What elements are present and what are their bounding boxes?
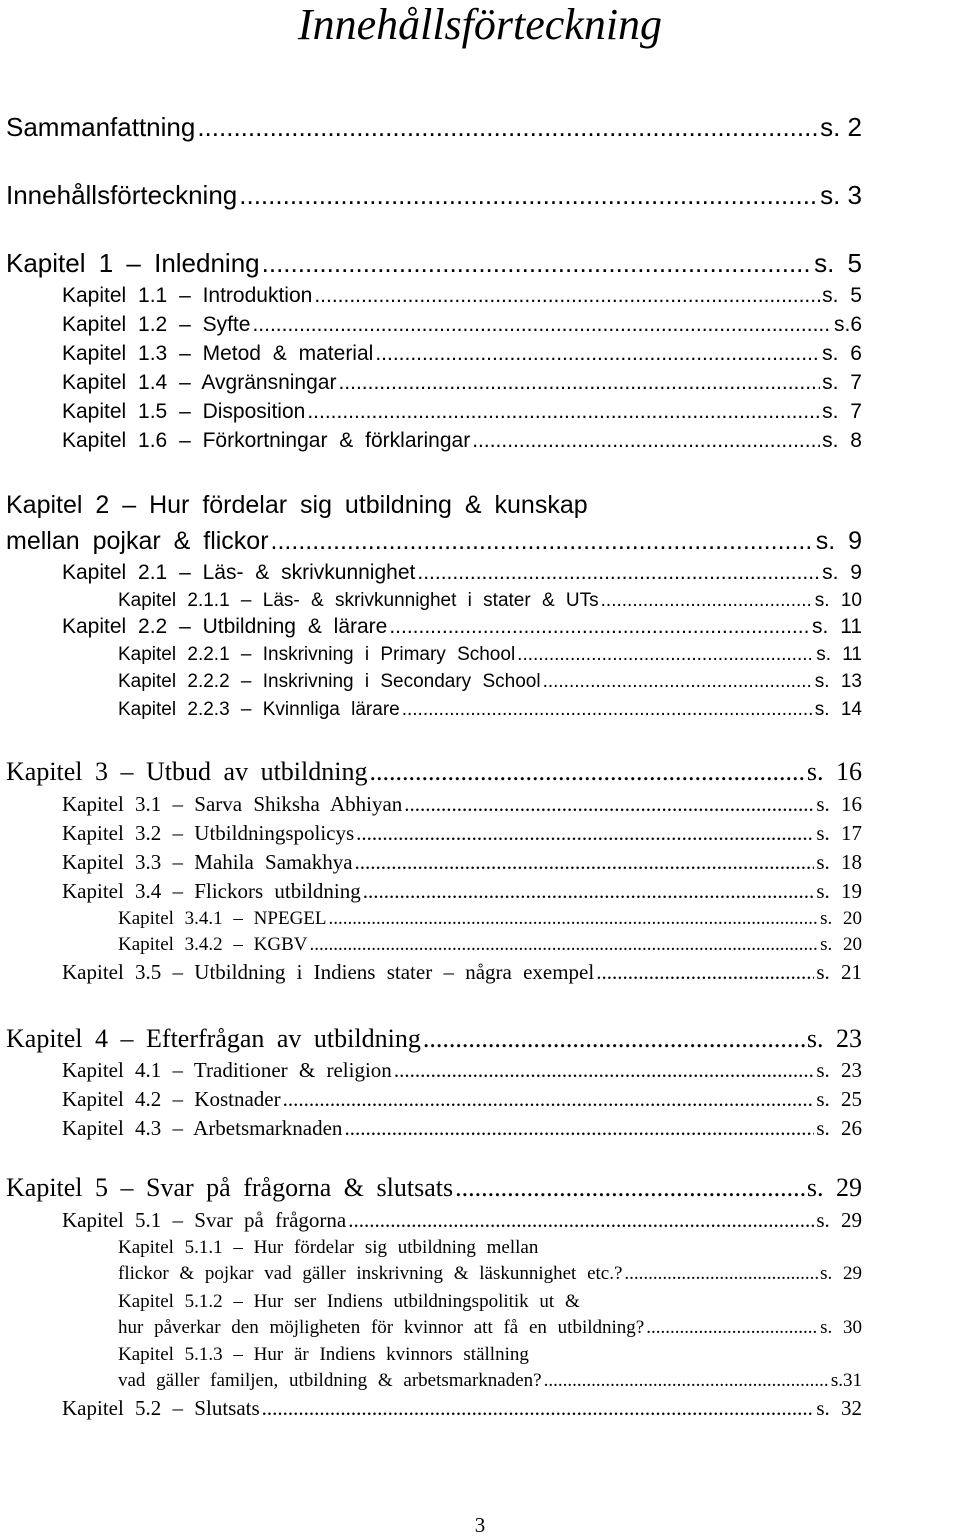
toc-heading-line: Kapitel 5.1.3 – Hur är Indiens kvinnors ställning	[118, 1344, 529, 1365]
toc-entry-page: s. 13	[814, 671, 862, 692]
toc-entry-label: Kapitel 2.1.1 – Läs- & skrivkunnighet i stater & UTs	[118, 590, 599, 611]
toc-entry[interactable]	[62, 960, 862, 985]
toc-entry-page: s.31	[830, 1370, 862, 1391]
toc-leader-dots	[402, 699, 813, 721]
toc-leader-dots	[329, 908, 819, 930]
toc-entry-label: Kapitel 2.1 – Läs- & skrivkunnighet	[62, 561, 416, 584]
toc-entry[interactable]	[62, 1087, 862, 1112]
toc-entry-label: mellan pojkar & flickor	[6, 527, 269, 555]
toc-entry[interactable]	[6, 1024, 862, 1054]
page-title: Innehållsförteckning	[297, 0, 663, 49]
toc-leader-dots	[417, 561, 820, 585]
toc-leader-dots	[338, 371, 820, 395]
toc-leader-dots	[356, 821, 814, 846]
toc-entry-label: Kapitel 3.4 – Flickors utbildning	[62, 879, 361, 903]
toc-entry[interactable]	[118, 1370, 862, 1392]
page-number: 3	[474, 1513, 486, 1537]
toc-entry-page: s. 8	[822, 429, 862, 452]
toc-leader-dots	[271, 527, 814, 556]
toc-entry[interactable]	[62, 400, 862, 424]
toc-entry[interactable]	[6, 180, 862, 211]
toc-entry-label: Kapitel 1.4 – Avgränsningar	[62, 371, 337, 394]
toc-entry-label: Kapitel 3.5 – Utbildning i Indiens stater – några exempel	[62, 960, 595, 984]
toc-entry[interactable]	[62, 561, 862, 585]
toc-entry-label: Kapitel 1.5 – Disposition	[62, 400, 306, 423]
toc-entry[interactable]	[118, 671, 862, 693]
toc-heading-line: Kapitel 5.1.2 – Hur ser Indiens utbildningspolitik ut &	[118, 1291, 580, 1312]
toc-entry-page: s. 5	[822, 284, 862, 307]
toc-entry-label: Kapitel 4.2 – Kostnader	[62, 1087, 281, 1111]
toc-leader-dots	[314, 284, 820, 308]
toc-leader-dots	[394, 1058, 815, 1083]
toc-entry[interactable]	[62, 1058, 862, 1083]
toc-entry-page: s. 16	[816, 792, 862, 816]
toc-leader-dots	[375, 342, 820, 366]
toc-entry[interactable]	[62, 284, 862, 308]
toc-entry-label: Kapitel 3.2 – Utbildningspolicys	[62, 821, 355, 845]
toc-entry[interactable]	[118, 1263, 862, 1285]
toc-leader-dots	[252, 313, 832, 337]
toc-entry-label: Kapitel 1.3 – Metod & material	[62, 342, 374, 365]
toc-leader-dots	[197, 112, 818, 143]
toc-entry-label: Sammanfattning	[6, 112, 196, 142]
toc-leader-dots	[310, 934, 819, 956]
toc-entry-page: s. 3	[820, 180, 862, 210]
toc-entry-label: Kapitel 5.2 – Slutsats	[62, 1396, 260, 1420]
toc-entry[interactable]	[6, 757, 862, 787]
toc-entry[interactable]	[6, 112, 862, 143]
toc-entry-page: s. 20	[820, 908, 862, 929]
toc-entry-label: Kapitel 4 – Efterfrågan av utbildning	[6, 1024, 421, 1053]
toc-entry-page: s.6	[833, 313, 862, 336]
toc-leader-dots	[344, 1116, 814, 1141]
toc-leader-dots	[543, 671, 813, 693]
toc-entry[interactable]	[118, 590, 862, 612]
toc-leader-dots	[262, 248, 812, 279]
toc-entry[interactable]	[6, 1173, 862, 1203]
toc-entry-label: flickor & pojkar vad gäller inskrivning & läskunnighet etc.?	[118, 1263, 623, 1284]
toc-entry-page: s. 30	[820, 1317, 862, 1338]
toc-leader-dots	[355, 850, 815, 875]
toc-entry-page: s. 16	[806, 757, 862, 786]
toc-entry-label: Kapitel 2.2.2 – Inskrivning i Secondary School	[118, 671, 541, 692]
toc-entry-label: hur påverkar den möjligheten för kvinnor att få en utbildning?	[118, 1317, 645, 1338]
toc-entry-page: s. 23	[806, 1024, 862, 1053]
toc-entry-page: s. 23	[816, 1058, 862, 1082]
toc-leader-dots	[624, 1263, 818, 1285]
toc-entry-page: s. 11	[816, 644, 862, 665]
toc-entry-label: Kapitel 5 – Svar på frågorna & slutsats	[6, 1173, 454, 1202]
toc-entry[interactable]	[6, 248, 862, 279]
toc-entry-page: s. 32	[816, 1396, 862, 1420]
toc-entry-page: s. 5	[814, 248, 862, 278]
toc-entry-label: Kapitel 5.1 – Svar på frågorna	[62, 1208, 347, 1232]
toc-leader-dots	[389, 615, 810, 639]
toc-entry-label: Kapitel 1 – Inledning	[6, 248, 260, 278]
toc-entry-page: s. 17	[816, 821, 862, 845]
toc-entry-page: s. 14	[814, 699, 862, 720]
toc-entry-label: Kapitel 2.2 – Utbildning & lärare	[62, 615, 388, 638]
toc-heading-line: Kapitel 5.1.1 – Hur fördelar sig utbildning mellan	[118, 1237, 539, 1258]
toc-leader-dots	[369, 757, 804, 787]
toc-leader-dots	[307, 400, 820, 424]
toc-entry-page: s. 19	[816, 879, 862, 903]
toc-entry[interactable]	[62, 429, 862, 453]
toc-entry-page: s. 20	[820, 934, 862, 955]
toc-entry-label: Kapitel 2.2.1 – Inskrivning i Primary School	[118, 644, 516, 665]
toc-entry-label: Kapitel 4.1 – Traditioner & religion	[62, 1058, 392, 1082]
toc-leader-dots	[348, 1208, 814, 1233]
toc-entry[interactable]	[118, 699, 862, 721]
toc-entry[interactable]	[62, 792, 862, 817]
toc-entry-label: Kapitel 3.3 – Mahila Samakhya	[62, 850, 353, 874]
toc-entry-label: Kapitel 3.4.1 – NPEGEL	[118, 908, 327, 929]
toc-entry[interactable]	[62, 342, 862, 366]
toc-entry-page: s. 6	[822, 342, 862, 365]
toc-entry-label: Kapitel 4.3 – Arbetsmarknaden	[62, 1116, 343, 1140]
toc-leader-dots	[283, 1087, 815, 1112]
toc-leader-dots	[262, 1396, 815, 1421]
toc-entry[interactable]	[62, 371, 862, 395]
toc-entry-label: Kapitel 3.4.2 – KGBV	[118, 934, 308, 955]
toc-entry[interactable]	[118, 1317, 862, 1339]
toc-leader-dots	[423, 1024, 805, 1054]
toc-entry-page: s. 25	[816, 1087, 862, 1111]
toc-entry[interactable]	[62, 313, 862, 337]
toc-leader-dots	[601, 590, 813, 612]
toc-entry[interactable]	[118, 908, 862, 930]
toc-leader-dots	[455, 1173, 805, 1203]
toc-entry-page: s. 10	[814, 590, 862, 611]
toc-entry-page: s. 7	[822, 400, 862, 423]
toc-entry[interactable]	[62, 615, 862, 639]
toc-leader-dots	[544, 1370, 829, 1392]
toc-leader-dots	[404, 792, 814, 817]
toc-entry[interactable]	[118, 644, 862, 666]
toc-entry[interactable]	[62, 1116, 862, 1141]
toc-entry-label: Kapitel 2.2.3 – Kvinnliga lärare	[118, 699, 400, 720]
toc-entry-label: Kapitel 3 – Utbud av utbildning	[6, 757, 368, 786]
toc-heading-line: Kapitel 2 – Hur fördelar sig utbildning & kunskap	[6, 491, 588, 519]
toc-entry[interactable]	[6, 527, 862, 556]
toc-entry[interactable]	[62, 1208, 862, 1233]
toc-leader-dots	[596, 960, 814, 985]
toc-entry-page: s. 18	[816, 850, 862, 874]
toc-entry-page: s. 26	[816, 1116, 862, 1140]
toc-leader-dots	[363, 879, 815, 904]
toc-entry-page: s. 9	[815, 527, 862, 555]
toc-entry-label: Kapitel 3.1 – Sarva Shiksha Abhiyan	[62, 792, 403, 816]
toc-entry-page: s. 11	[812, 615, 862, 638]
toc-entry[interactable]	[118, 934, 862, 956]
toc-entry[interactable]	[62, 879, 862, 904]
toc-entry-page: s. 29	[816, 1208, 862, 1232]
toc-entry-page: s. 21	[816, 960, 862, 984]
toc-entry-label: Kapitel 1.6 – Förkortningar & förklaringar	[62, 429, 471, 452]
toc-entry-page: s. 2	[820, 112, 862, 142]
toc-leader-dots	[646, 1317, 818, 1339]
toc-entry[interactable]	[62, 850, 862, 875]
toc-entry-label: vad gäller familjen, utbildning & arbetsmarknaden?	[118, 1370, 542, 1391]
toc-leader-dots	[472, 429, 820, 453]
toc-entry-label: Kapitel 1.1 – Introduktion	[62, 284, 313, 307]
toc-entry[interactable]	[62, 1396, 862, 1421]
toc-entry-page: s. 29	[820, 1263, 862, 1284]
toc-entry-label: Innehållsförteckning	[6, 180, 238, 210]
toc-leader-dots	[239, 180, 818, 211]
toc-entry-label: Kapitel 1.2 – Syfte	[62, 313, 251, 336]
toc-entry-page: s. 29	[806, 1173, 862, 1202]
toc-entry[interactable]	[62, 821, 862, 846]
toc-entry-page: s. 9	[822, 561, 862, 584]
toc-entry-page: s. 7	[822, 371, 862, 394]
toc-leader-dots	[517, 644, 814, 666]
